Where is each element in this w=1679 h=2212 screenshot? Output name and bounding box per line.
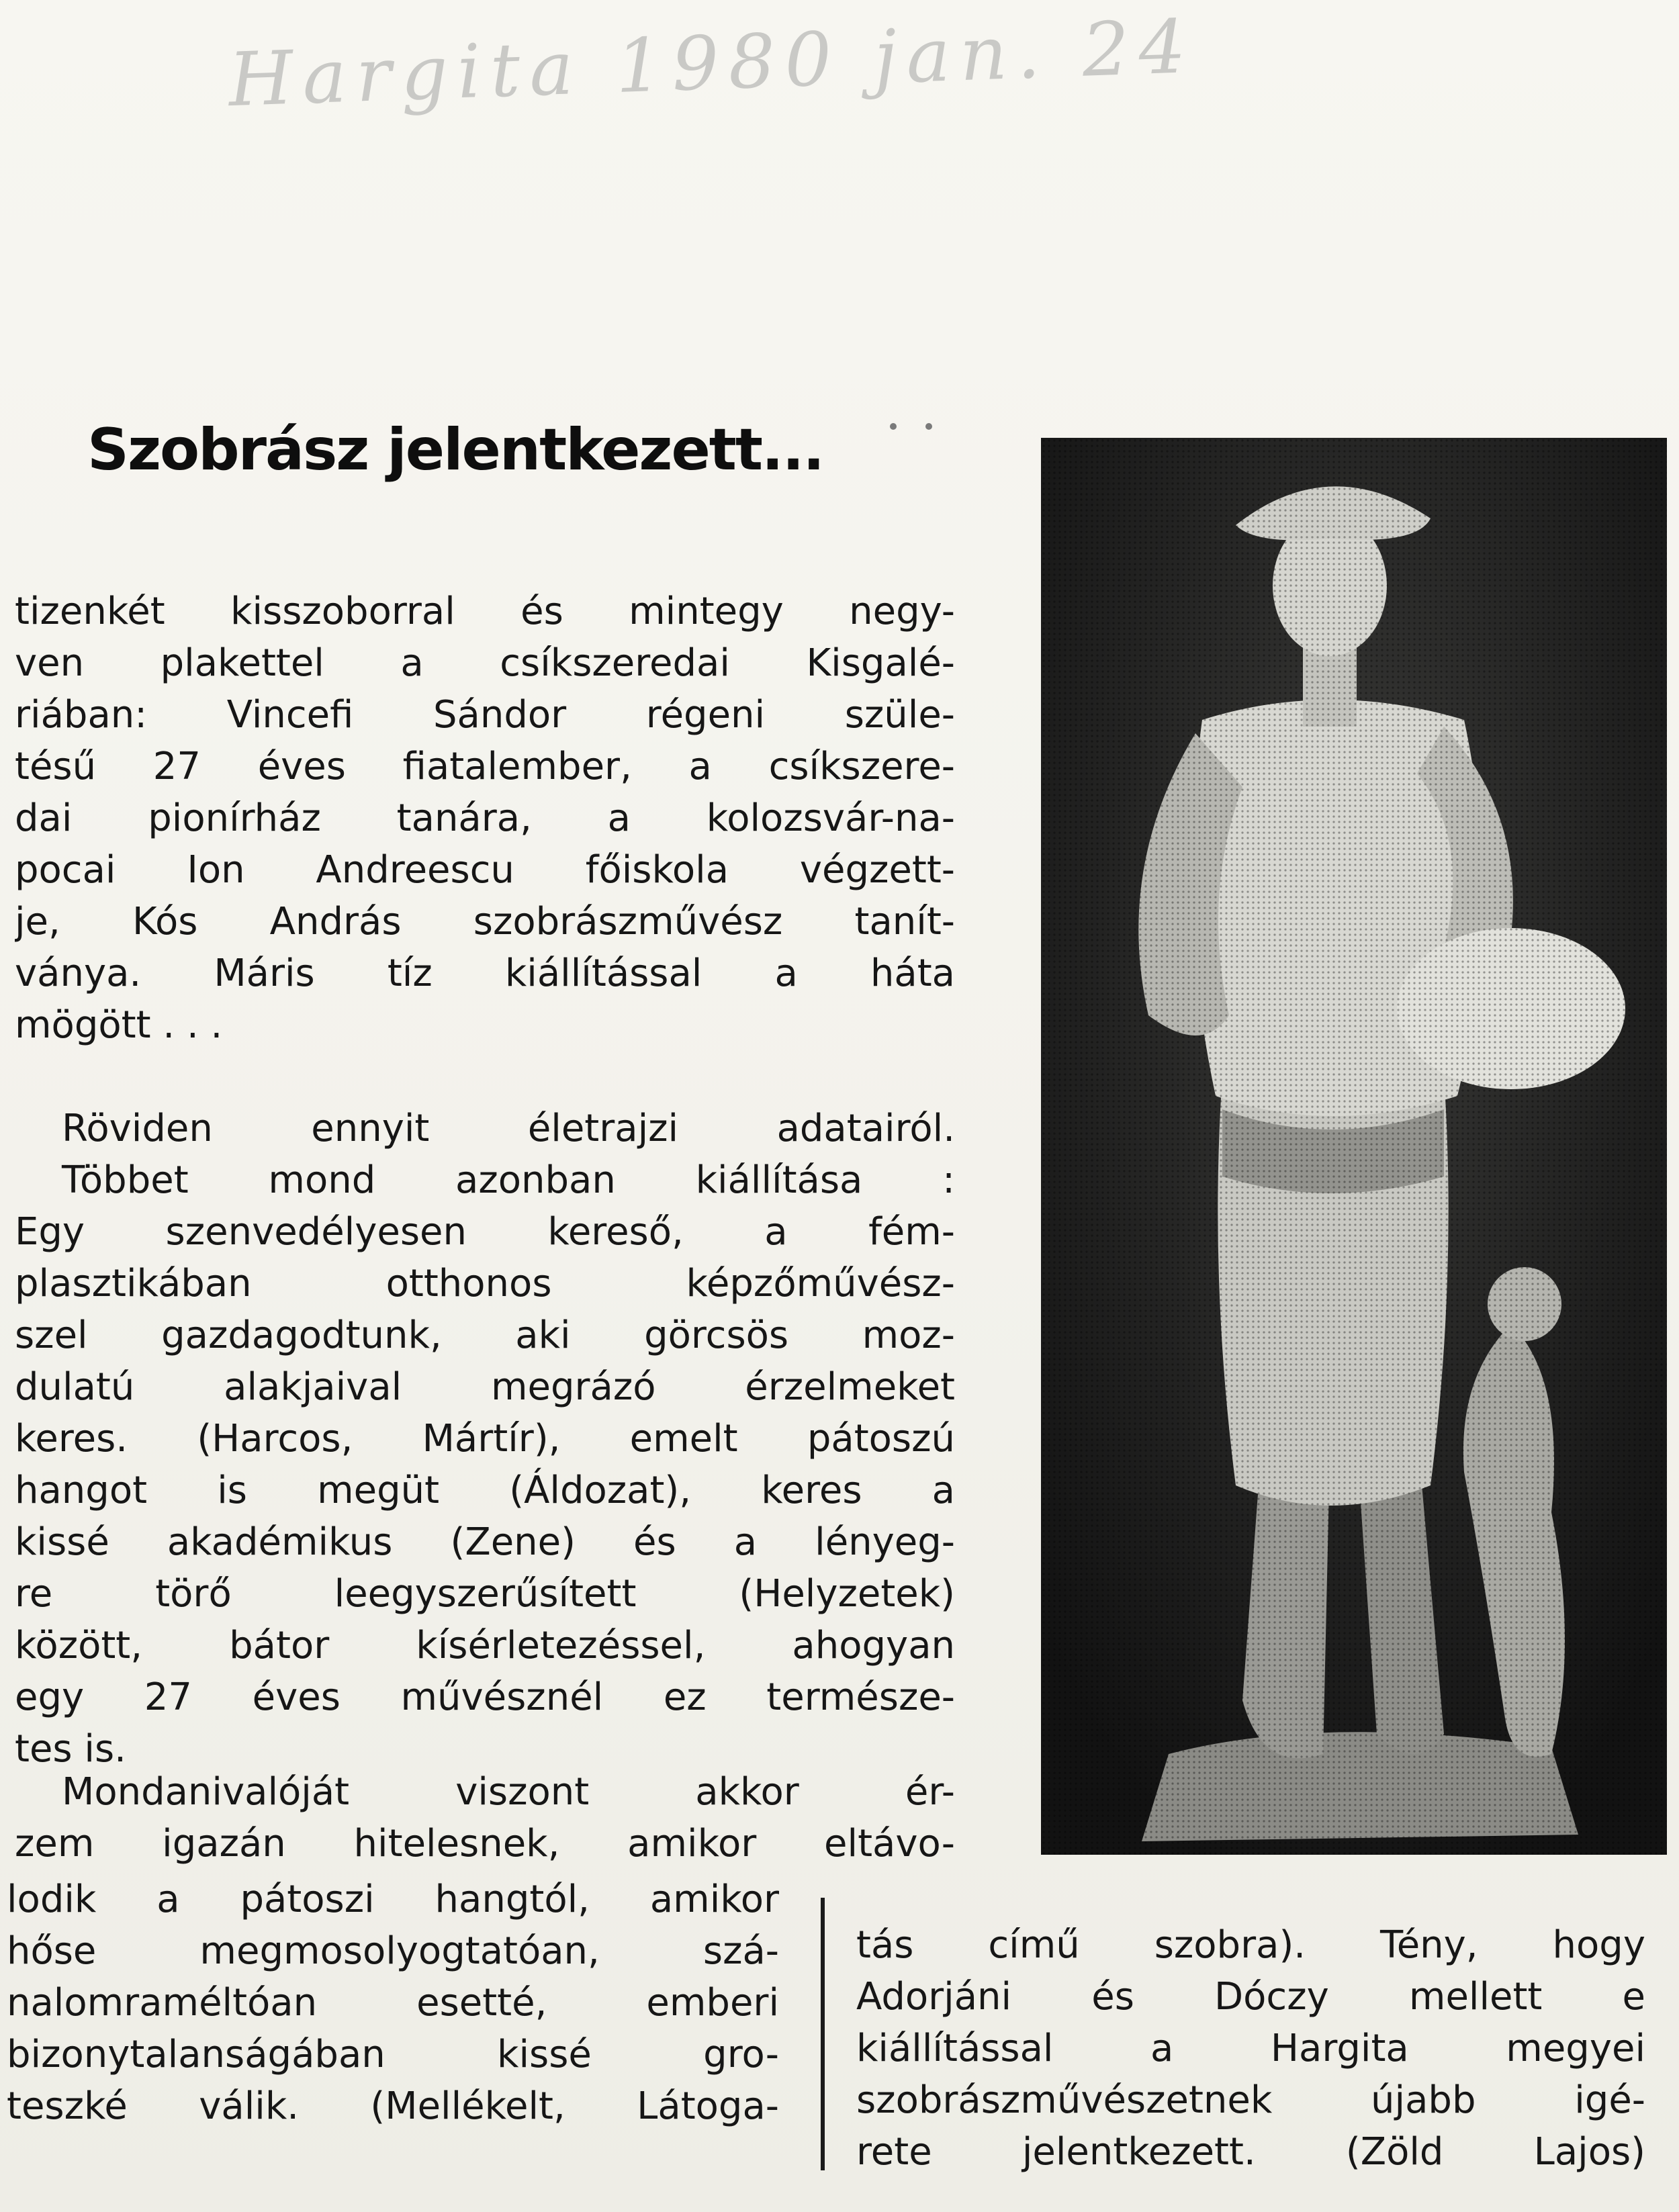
article-intro [15, 586, 955, 1775]
text-line: tes is. [15, 1727, 126, 1771]
text-line: pocai Ion Andreescu főiskola végzett- [15, 848, 955, 892]
text-line: je, Kós András szobrászművész tanít- [15, 900, 955, 943]
text-line: hangot is megüt (Áldozat), keres a [15, 1469, 955, 1512]
print-speck [890, 423, 897, 430]
text-line: szobrászművészetnek újabb igé- [856, 2078, 1645, 2122]
text-line: egy 27 éves művésznél ez természe- [15, 1675, 955, 1719]
text-line: teszké válik. (Mellékelt, Látoga- [7, 2084, 779, 2128]
text-line: között, bátor kísérletezéssel, ahogyan [15, 1624, 955, 1667]
text-line: bizonytalanságában kissé gro- [7, 2033, 779, 2076]
text-line: riában: Vincefi Sándor régeni szüle- [15, 693, 955, 737]
article-para3-left-column [7, 1874, 779, 2132]
text-line: dai pionírház tanára, a kolozsvár-na- [15, 796, 955, 840]
text-line: tizenkét kisszoborral és mintegy negy- [15, 590, 955, 633]
text-line: tás című szobra). Tény, hogy [856, 1923, 1645, 1967]
text-line: plasztikában otthonos képzőművész- [15, 1262, 955, 1305]
text-line: rete jelentkezett. (Zöld Lajos) [856, 2130, 1645, 2174]
text-line: tésű 27 éves fiatalember, a csíkszere- [15, 745, 955, 788]
text-line: Röviden ennyit életrajzi adatairól. [62, 1107, 955, 1150]
paragraph-gap [15, 1051, 955, 1103]
text-line: kissé akadémikus (Zene) és a lényeg- [15, 1520, 955, 1564]
halftone-screen [1041, 438, 1667, 1855]
text-line: Egy szenvedélyesen kereső, a fém- [15, 1210, 955, 1254]
text-line: lodik a pátoszi hangtól, amikor [7, 1878, 779, 1921]
text-line: nalomraméltóan esetté, emberi [7, 1981, 779, 2025]
article-title: Szobrász jelentkezett... [87, 416, 824, 483]
print-speck [925, 423, 932, 430]
article-para3-right-column [856, 1919, 1645, 2178]
handwritten-date-note: Hargita 1980 jan. 24 [227, 3, 1197, 124]
text-line: mögött . . . [15, 1003, 223, 1047]
text-line: Többet mond azonban kiállítása : [62, 1158, 955, 1202]
text-line: keres. (Harcos, Mártír), emelt pátoszú [15, 1417, 955, 1461]
text-line: ven plakettel a csíkszeredai Kisgalé- [15, 641, 955, 685]
text-line: re törő leegyszerűsített (Helyzetek) [15, 1572, 955, 1616]
text-line: Adorjáni és Dóczy mellett e [856, 1975, 1645, 2019]
text-line: kiállítással a Hargita megyei [856, 2027, 1645, 2070]
text-line: Mondanivalóját viszont akkor ér- [62, 1770, 955, 1814]
article-para3-full [15, 1766, 955, 1870]
sculpture-photo [1041, 438, 1667, 1855]
text-line: ványa. Máris tíz kiállítással a háta [15, 952, 955, 995]
text-line: zem igazán hitelesnek, amikor eltávo- [15, 1822, 955, 1865]
text-line: dulatú alakjaival megrázó érzelmeket [15, 1365, 955, 1409]
text-line: szel gazdagodtunk, aki görcsös moz- [15, 1314, 955, 1357]
column-divider [821, 1898, 825, 2170]
text-line: hőse megmosolyogtatóan, szá- [7, 1929, 779, 1973]
